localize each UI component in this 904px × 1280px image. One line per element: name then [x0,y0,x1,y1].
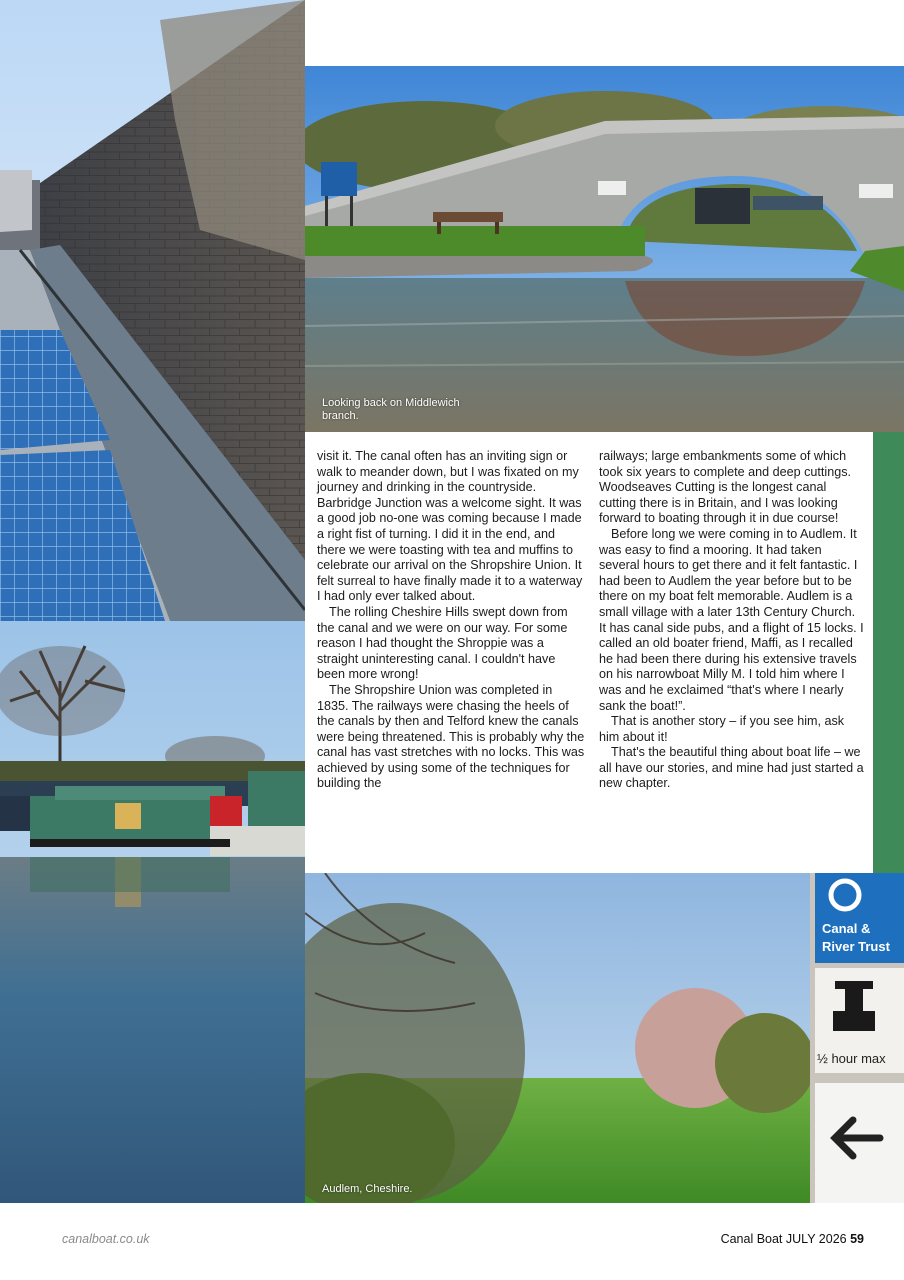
article-column-right [599,449,864,792]
article-paragraph: visit it. The canal often has an inviting sign or walk to meander down, but I was fixated on my journey and drinking in the countryside. Barbridge Junction was a welcome sight. It was a good job no-one was coming because I made a right fist of turning. I did it in the end, and there we were toasting with tea and muffins to celebrate our arrival on the Shropshire Union. It felt surreal to have finally made it to a waterway I had only ever talked about. [317,449,583,604]
article-paragraph: That is another story – if you see him, ask him about it! [599,714,845,744]
footer-website: canalboat.co.uk [62,1232,150,1246]
marina-photo [0,621,305,1203]
audlem-field-photo [305,873,904,1203]
canal-welcome-sign [321,162,357,196]
canal-bridge-photo [305,66,904,432]
page-number: 59 [850,1232,864,1246]
svg-text:River Trust: River Trust [822,939,890,954]
audlem-photo-caption: Audlem, Cheshire. [322,1183,413,1195]
direction-arrow-sign [815,1083,904,1203]
bridge-photo-caption: Looking back on Middlewich branch. [322,397,460,422]
svg-text:Canal &: Canal & [822,921,871,936]
article-paragraph: The Shropshire Union was completed in 1835. The railways were chasing the heels of the canals by then and Telford knew the canals were being threatened. This is probably why the canal has vast stretches with no locks. This was achieved by using some of the techniques for building the [317,682,585,791]
article-column-left [317,449,585,792]
svg-text:½ hour max: ½ hour max [817,1051,886,1066]
issue-date: JULY 2026 [785,1232,847,1246]
lock-chamber-photo [0,0,305,621]
article-paragraph: The rolling Cheshire Hills swept down from the canal and we were on our way. For some reason I had thought the Shroppie was a straight uninteresting canal. I couldn't have been more wrong! [317,604,568,682]
article-paragraph: That's the beautiful thing about boat life – we all have our stories, and mine had just started a new chapter. [599,745,864,791]
article-paragraph: Before long we were coming in to Audlem. It was easy to find a mooring. It had taken several hours to get there and it felt fantastic. I had been to Audlem the year before but to be there on my boat felt memorable. Audlem is a small village with a later 13th Century Church. It has canal side pubs, and a flight of 15 locks. I called an old boater friend, Maffi, as I recalled he had been there during his extensive travels on his narrowboat Milly M. I told him where I was and he exclaimed “that's where I nearly sank the boat!”. [599,526,864,713]
footer-folio [721,1232,864,1246]
article-paragraph: railways; large embankments some of which took six years to complete and deep cuttings. Woodseaves Cutting is the longest canal cutting there is in Britain, and I was looking forward to boating through it in due course! [599,449,852,526]
magazine-name: Canal Boat [720,1232,783,1246]
accent-side-bar [873,432,904,873]
